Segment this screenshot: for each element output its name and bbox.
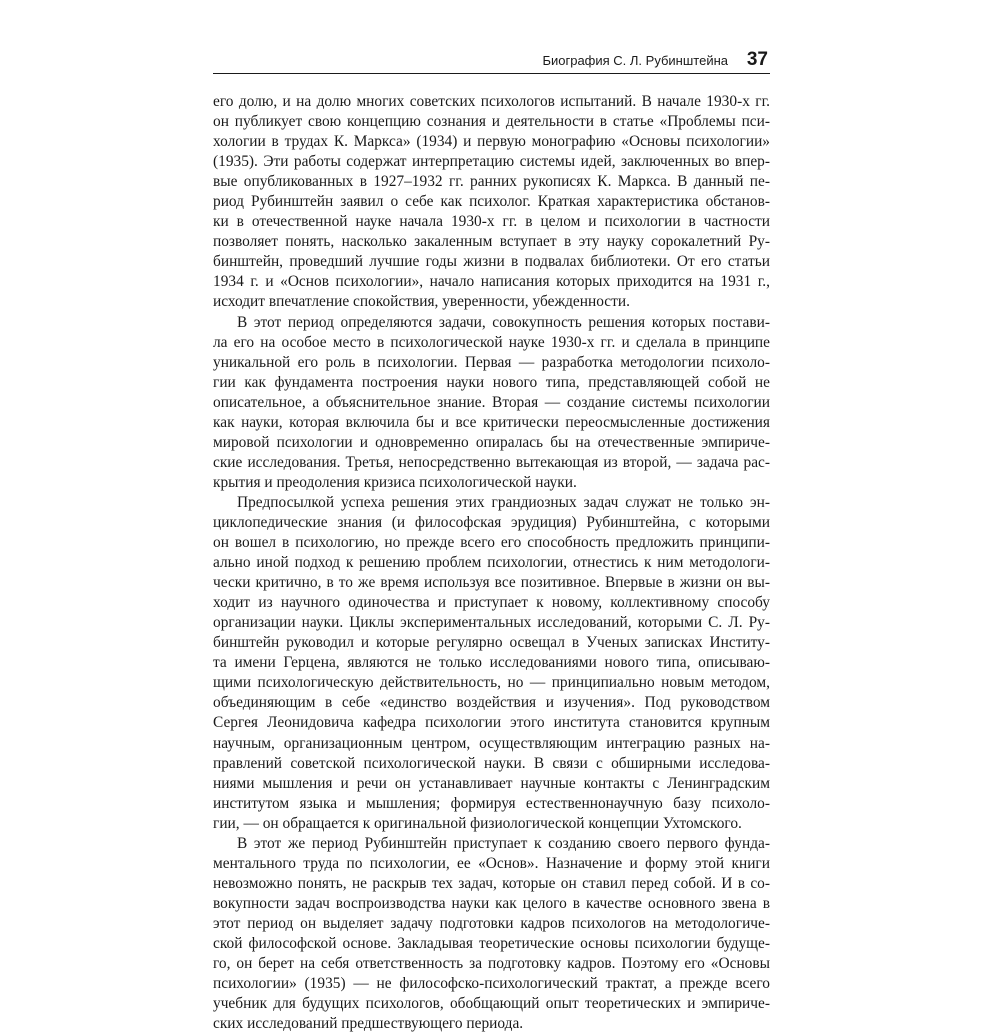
text-line: ки в отечественной науке начала 1930-х гг. в целом и психологии в частности xyxy=(213,213,770,231)
text-line: циклопедические знания (и философская эрудиция) Рубинштейна, с которыми xyxy=(213,513,770,531)
text-line: уникальной его роль в психологии. Первая — разработка методологии психоло- xyxy=(213,353,770,371)
text-line: 1934 г. и «Основ психологии», начало написания которых приходится на 1931 г., xyxy=(213,273,770,291)
text-line: (1935). Эти работы содержат интерпретацию системы идей, заключенных во впер- xyxy=(213,153,770,171)
text-line: ские исследования. Третья, непосредственно вытекающая из второй, — задача рас- xyxy=(213,453,770,471)
text-line: научным, организационным центром, осуществляющим интеграцию разных на- xyxy=(213,734,770,752)
text-line: мировой психологии и одновременно опиралась бы на отечественные эмпириче- xyxy=(213,433,770,451)
text-line: гии как фундамента построения науки нового типа, представляющей собой не xyxy=(213,373,770,391)
text-line: его долю, и на долю многих советских психологов испытаний. В начале 1930-х гг. xyxy=(213,93,770,110)
text-line: организации науки. Циклы экспериментальных исследований, которыми С. Л. Ру- xyxy=(213,614,770,632)
text-line: вокупности задач воспроизводства науки как целого в качестве основного звена в xyxy=(213,894,770,912)
text-line: крытия и преодоления кризиса психологической науки. xyxy=(213,473,577,491)
text-line: описательное, а объяснительное знание. Вторая — создание системы психологии xyxy=(213,393,770,411)
text-line: го, он берет на себя ответственность за подготовку кадров. Поэтому его «Основы xyxy=(213,955,770,973)
text-line: ходит из научного одиночества и приступает к новому, коллективному способу xyxy=(213,594,770,612)
text-line: он публикует свою концепцию сознания и деятельности в статье «Проблемы пси- xyxy=(213,113,770,131)
text-line: ментального труда по психологии, ее «Основ». Назначение и форму этой книги xyxy=(213,854,770,872)
header-rule xyxy=(213,73,770,74)
body-text xyxy=(213,92,770,1034)
page-number: 37 xyxy=(746,49,768,70)
text-line: он вошел в психологию, но прежде всего его способность предложить принципи- xyxy=(213,534,770,552)
paragraph xyxy=(213,493,770,834)
text-line: вые опубликованных в 1927–1932 гг. ранних рукописях К. Маркса. В данный пе- xyxy=(213,173,770,191)
text-line: хологии в трудах К. Маркса» (1934) и первую монографию «Основы психологии» xyxy=(213,133,770,151)
text-line: объединяющим в себе «единство воздействия и изучения». Под руководством xyxy=(213,694,770,712)
text-line: ских исследований предшествующего периода. xyxy=(213,1015,524,1033)
text-line: институтом языка и мышления; формируя естественнонаучную базу психоло- xyxy=(213,794,770,812)
text-line: В этот же период Рубинштейн приступает к созданию своего первого фунда- xyxy=(237,834,770,852)
text-line: щими психологическую действительность, но — принципиально новым методом, xyxy=(213,674,770,692)
text-line: В этот период определяются задачи, совокупность решения которых постави- xyxy=(237,313,770,331)
text-line: бинштейн, проведший лучшие годы жизни в подвалах библиотеки. От его статьи xyxy=(213,253,770,271)
text-line: как науки, которая включила бы и все критически переосмысленные достижения xyxy=(213,413,770,431)
text-line: учебник для будущих психологов, обобщающий опыт теоретических и эмпириче- xyxy=(213,995,770,1013)
paragraph xyxy=(213,834,770,1034)
text-line: чески критично, в то же время используя все позитивное. Впервые в жизни он вы- xyxy=(213,574,770,592)
text-line: этот период он выделяет задачу подготовки кадров психологов на методологиче- xyxy=(213,914,770,932)
paragraph xyxy=(213,313,770,493)
text-line: бинштейн руководил и которые регулярно освещал в Ученых записках Институ- xyxy=(213,634,770,652)
text-line: позволяет понять, насколько закаленным вступает в эту науку сорокалетний Ру- xyxy=(213,233,770,251)
text-line: невозможно понять, не раскрыв тех задач, которые он ставил перед собой. И в со- xyxy=(213,874,770,892)
text-line: та имени Герцена, являются не только исследованиями нового типа, описываю- xyxy=(213,654,770,672)
running-title: Биография С. Л. Рубинштейна xyxy=(542,53,728,68)
text-line: исходит впечатление спокойствия, уверенности, убежденности. xyxy=(213,293,630,311)
running-header xyxy=(213,50,770,74)
text-line: гии, — он обращается к оригинальной физиологической концепции Ухтомского. xyxy=(213,814,742,832)
paragraph xyxy=(213,92,770,313)
text-line: ла его на особое место в психологической науке 1930-х гг. и сделала в принципе xyxy=(213,333,770,351)
text-line: Сергея Леонидовича кафедра психологии этого института становится крупным xyxy=(213,714,770,732)
text-line: ниями мышления и речи он устанавливает научные контакты с Ленинградским xyxy=(213,774,770,792)
text-line: правлений советской психологической науки. В связи с обширными исследова- xyxy=(213,754,770,772)
text-line: психологии» (1935) — не философско-психологический трактат, а прежде всего xyxy=(213,975,770,993)
text-line: ской философской основе. Закладывая теоретические основы психологии будуще- xyxy=(213,934,770,952)
text-line: риод Рубинштейн заявил о себе как психолог. Краткая характеристика обстанов- xyxy=(213,193,770,211)
text-line: Предпосылкой успеха решения этих грандиозных задач служат не только эн- xyxy=(237,493,770,511)
text-line: ально иной подход к решению проблем психологии, отнестись к ним методологи- xyxy=(213,554,770,572)
